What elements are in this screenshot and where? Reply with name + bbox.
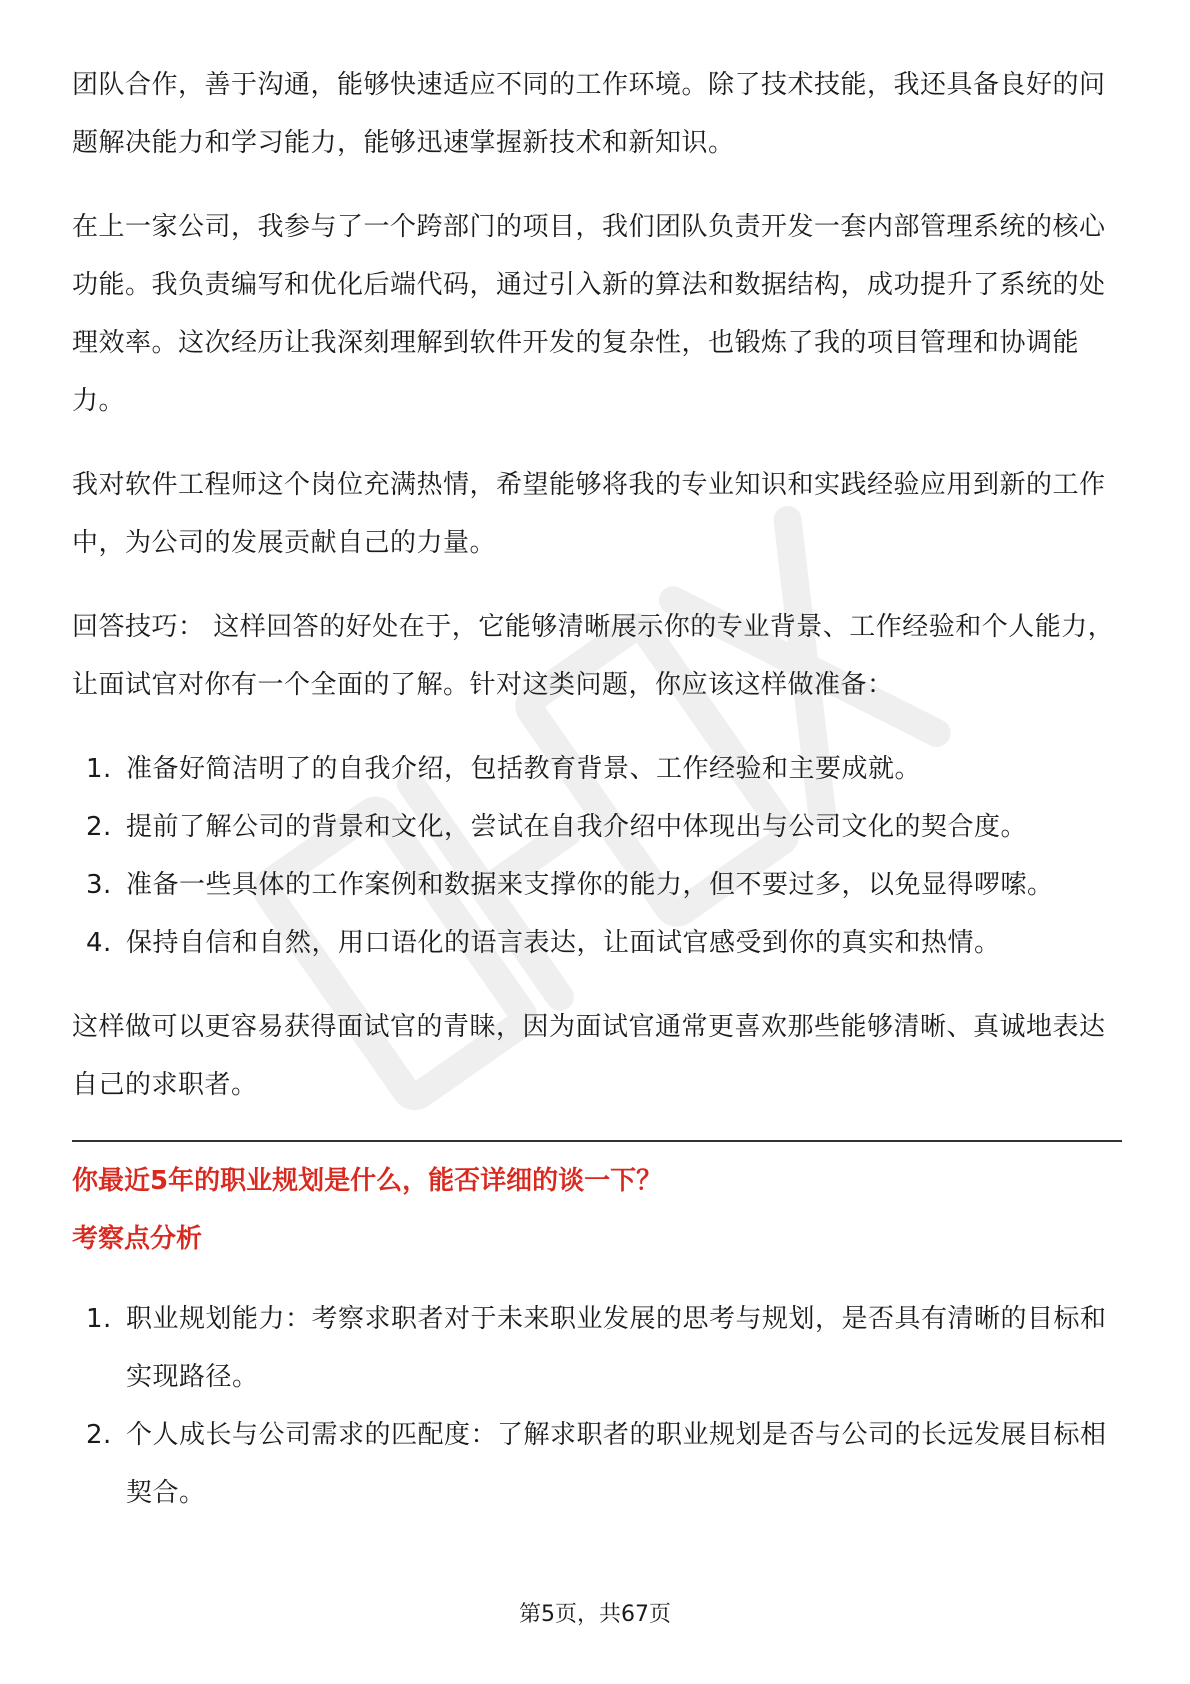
page-footer: 第5页，共67页 <box>519 1602 671 1627</box>
list-item-number: 1. <box>86 754 112 784</box>
paragraph-closing: 这样做可以更容易获得面试官的青睐，因为面试官通常更喜欢那些能够清晰、真诚地表达自己的求职者。 <box>72 1012 1106 1100</box>
list-item-text: 准备好简洁明了的自我介绍，包括教育背景、工作经验和主要成就。 <box>126 754 922 784</box>
list-item-number: 2. <box>86 812 112 842</box>
list-item <box>72 1406 1122 1522</box>
analysis-points-list <box>72 1290 1122 1522</box>
tips-list <box>72 740 1122 972</box>
list-item-number: 4. <box>86 928 112 958</box>
list-item-text: 职业规划能力：考察求职者对于未来职业发展的思考与规划，是否具有清晰的目标和实现路径。 <box>126 1304 1107 1392</box>
list-item-text: 个人成长与公司需求的匹配度：了解求职者的职业规划是否与公司的长远发展目标相契合。 <box>126 1420 1107 1508</box>
question-subtitle: 考察点分析 <box>72 1224 203 1254</box>
list-item <box>72 1290 1122 1406</box>
list-item-number: 1. <box>86 1304 112 1334</box>
list-item <box>72 914 1122 972</box>
list-item <box>72 798 1122 856</box>
paragraph-motivation: 我对软件工程师这个岗位充满热情，希望能够将我的专业知识和实践经验应用到新的工作中，为公司的发展贡献自己的力量。 <box>72 470 1106 558</box>
paragraph-project-experience: 在上一家公司，我参与了一个跨部门的项目，我们团队负责开发一套内部管理系统的核心功能。我负责编写和优化后端代码，通过引入新的算法和数据结构，成功提升了系统的处理效率。这次经历让我深刻理解到软件开发的复杂性，也锻炼了我的项目管理和协调能力。 <box>72 212 1106 416</box>
list-item-text: 提前了解公司的背景和文化，尝试在自我介绍中体现出与公司文化的契合度。 <box>126 812 1028 842</box>
section-divider <box>72 1140 1122 1142</box>
paragraph-skills: 团队合作，善于沟通，能够快速适应不同的工作环境。除了技术技能，我还具备良好的问题解决能力和学习能力，能够迅速掌握新技术和新知识。 <box>72 70 1106 158</box>
question-title: 你最近5年的职业规划是什么，能否详细的谈一下？ <box>72 1166 663 1196</box>
list-item-text: 准备一些具体的工作案例和数据来支撑你的能力，但不要过多，以免显得啰嗦。 <box>126 870 1054 900</box>
paragraph-answer-tips: 回答技巧： 这样回答的好处在于，它能够清晰展示你的专业背景、工作经验和个人能力，让面试官对你有一个全面的了解。针对这类问题，你应该这样做准备： <box>72 612 1115 700</box>
list-item <box>72 740 1122 798</box>
list-item-text: 保持自信和自然，用口语化的语言表达，让面试官感受到你的真实和热情。 <box>126 928 1001 958</box>
list-item-number: 3. <box>86 870 112 900</box>
list-item-number: 2. <box>86 1420 112 1450</box>
page-content <box>72 56 1122 1548</box>
list-item <box>72 856 1122 914</box>
